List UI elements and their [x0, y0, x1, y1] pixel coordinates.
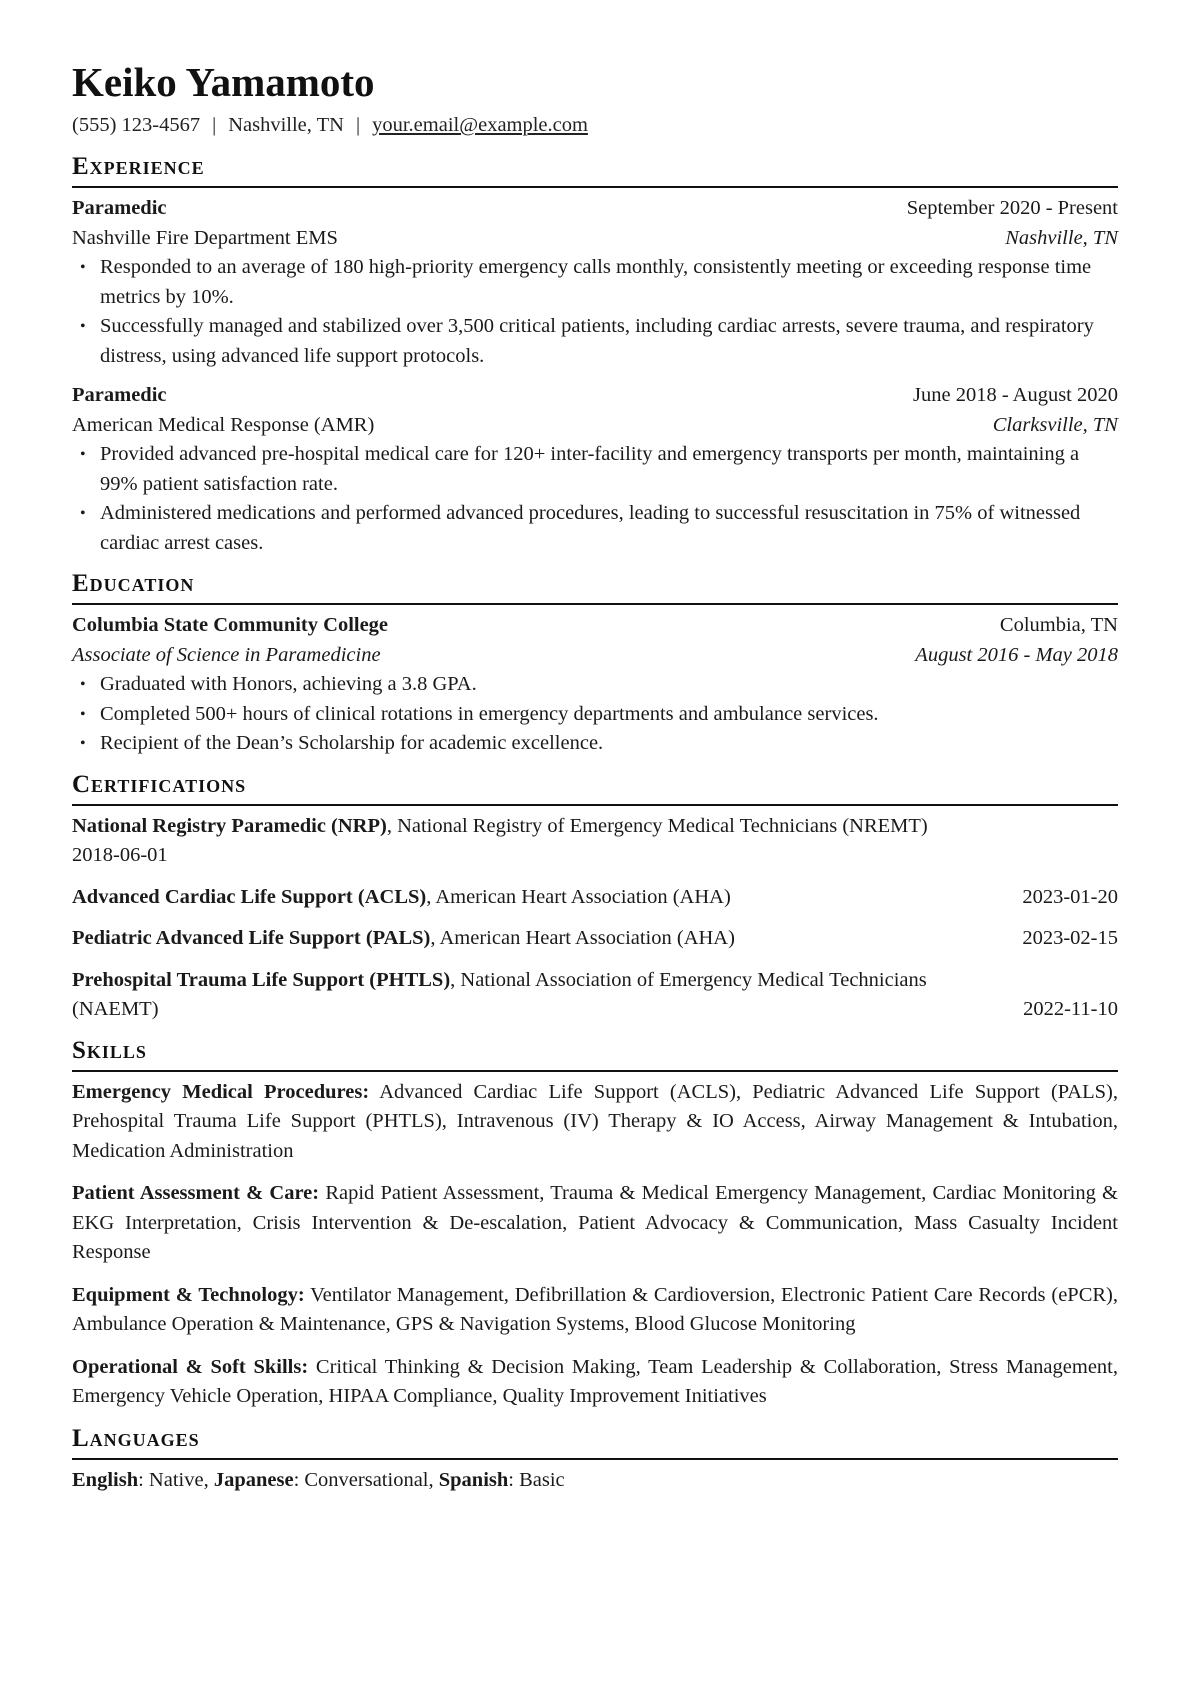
location: Nashville, TN: [228, 114, 344, 136]
language-name: Spanish: [438, 1468, 509, 1491]
candidate-name: Keiko Yamamoto: [72, 59, 375, 105]
certification-item: [72, 966, 1118, 1025]
cert-name: Prehospital Trauma Life Support (PHTLS): [72, 968, 451, 991]
separator: |: [356, 114, 361, 136]
bullet-list: [72, 670, 1118, 759]
skill-values: Advanced Cardiac Life Support (ACLS), Pediatric Advanced Life Support (PALS), Prehospital Trauma Life Support (PHTLS), Intravenous (IV) Therapy & IO Access, Airway Management & Intubation, Medication Administration: [72, 1080, 1118, 1162]
languages-line: [72, 1466, 1118, 1496]
experience-entry: [72, 194, 1118, 371]
cert-date: 2022-11-10: [1023, 998, 1118, 1020]
experience-entry: [72, 381, 1118, 558]
cert-name: National Registry Paramedic (NRP): [72, 814, 387, 837]
language-level: : Conversational: [293, 1468, 429, 1491]
cert-name: Pediatric Advanced Life Support (PALS): [72, 927, 431, 949]
separator: ,: [203, 1468, 214, 1491]
section-heading-experience: Experience: [72, 153, 1118, 188]
skill-values: Critical Thinking & Decision Making, Team Leadership & Collaboration, Stress Management, Emergency Vehicle Operation, HIPAA Compliance, Quality Improvement Initiatives: [72, 1355, 1118, 1407]
bullet-list: [72, 253, 1118, 371]
employer: American Medical Response (AMR): [72, 413, 375, 436]
separator: |: [212, 114, 217, 136]
list-item: • Responded to an average of 180 high-priority emergency calls monthly, consistently meeting or exceeding response time metrics by 10%.: [72, 253, 1118, 312]
list-item: • Successfully managed and stabilized over 3,500 critical patients, including cardiac arrests, severe trauma, and respiratory distress, using advanced life support protocols.: [72, 312, 1118, 371]
bullet-list: [72, 440, 1118, 558]
skill-label: Operational & Soft Skills:: [72, 1355, 309, 1378]
school-location: Columbia, TN: [999, 614, 1118, 636]
school-name: Columbia State Community College: [72, 614, 389, 636]
separator: ,: [428, 1468, 439, 1491]
certification-item: [72, 924, 1118, 954]
section-heading-education: Education: [72, 570, 1118, 605]
skill-label: Patient Assessment & Care:: [72, 1182, 320, 1204]
job-title: Paramedic: [72, 197, 167, 219]
language-level: : Basic: [508, 1468, 565, 1491]
job-location: Nashville, TN: [1005, 226, 1118, 249]
skill-group: [72, 1078, 1118, 1167]
list-item: • Administered medications and performed advanced procedures, leading to successful resuscitation in 75% of witnessed cardiac arrest cases.: [72, 499, 1118, 558]
skill-group: [72, 1281, 1118, 1340]
skill-group: [72, 1179, 1118, 1268]
cert-issuer: , National Association of Emergency Medical Technicians: [450, 968, 927, 991]
language-name: Japanese: [213, 1468, 294, 1491]
language-name: English: [72, 1468, 139, 1491]
section-heading-languages: Languages: [72, 1425, 1118, 1460]
language-level: : Native: [138, 1468, 204, 1491]
job-location: Clarksville, TN: [992, 413, 1118, 436]
certification-item: [72, 883, 1118, 913]
resume-page: [72, 58, 1118, 1495]
email-link[interactable]: your.email@example.com: [372, 114, 588, 136]
cert-issuer: , American Heart Association (AHA): [430, 927, 735, 949]
contact-line: [72, 111, 1118, 139]
skill-group: [72, 1353, 1118, 1412]
employer: Nashville Fire Department EMS: [72, 226, 338, 249]
cert-issuer: , National Registry of Emergency Medical Technicians (NREMT): [386, 814, 928, 837]
section-heading-certifications: Certifications: [72, 771, 1118, 806]
job-dates: June 2018 - August 2020: [913, 384, 1118, 406]
job-dates: September 2020 - Present: [906, 197, 1118, 219]
cert-date: 2023-02-15: [1022, 927, 1118, 949]
section-heading-skills: Skills: [72, 1037, 1118, 1072]
cert-issuer-cont: (NAEMT): [72, 998, 159, 1020]
skill-values: Ventilator Management, Defibrillation & Cardioversion, Electronic Patient Care Records (ePCR), Ambulance Operation & Maintenance, GPS & Navigation Systems, Blood Glucose Monitoring: [72, 1283, 1118, 1335]
list-item: • Provided advanced pre-hospital medical care for 120+ inter-facility and emergency transports per month, maintaining a 99% patient satisfaction rate.: [72, 440, 1118, 499]
education-entry: [72, 611, 1118, 759]
cert-issuer: , American Heart Association (AHA): [426, 885, 731, 908]
cert-date: 2018-06-01: [72, 844, 168, 866]
education-dates: August 2016 - May 2018: [915, 643, 1118, 666]
list-item: • Completed 500+ hours of clinical rotations in emergency departments and ambulance services.: [72, 700, 1118, 730]
list-item: • Recipient of the Dean’s Scholarship for academic excellence.: [72, 729, 1118, 759]
list-item: • Graduated with Honors, achieving a 3.8 GPA.: [72, 670, 1118, 700]
skill-label: Emergency Medical Procedures:: [72, 1080, 370, 1103]
phone: (555) 123-4567: [72, 114, 201, 136]
job-title: Paramedic: [72, 384, 167, 406]
skill-label: Equipment & Technology:: [72, 1283, 305, 1306]
cert-date: 2023-01-20: [1022, 885, 1118, 908]
skill-values: Rapid Patient Assessment, Trauma & Medical Emergency Management, Cardiac Monitoring & EKG Interpretation, Crisis Intervention & De-escalation, Patient Advocacy & Communication, Mass Casualty Incident Response: [72, 1182, 1118, 1263]
degree: Associate of Science in Paramedicine: [72, 643, 381, 666]
cert-name: Advanced Cardiac Life Support (ACLS): [72, 885, 427, 908]
certification-item: [72, 812, 1118, 871]
